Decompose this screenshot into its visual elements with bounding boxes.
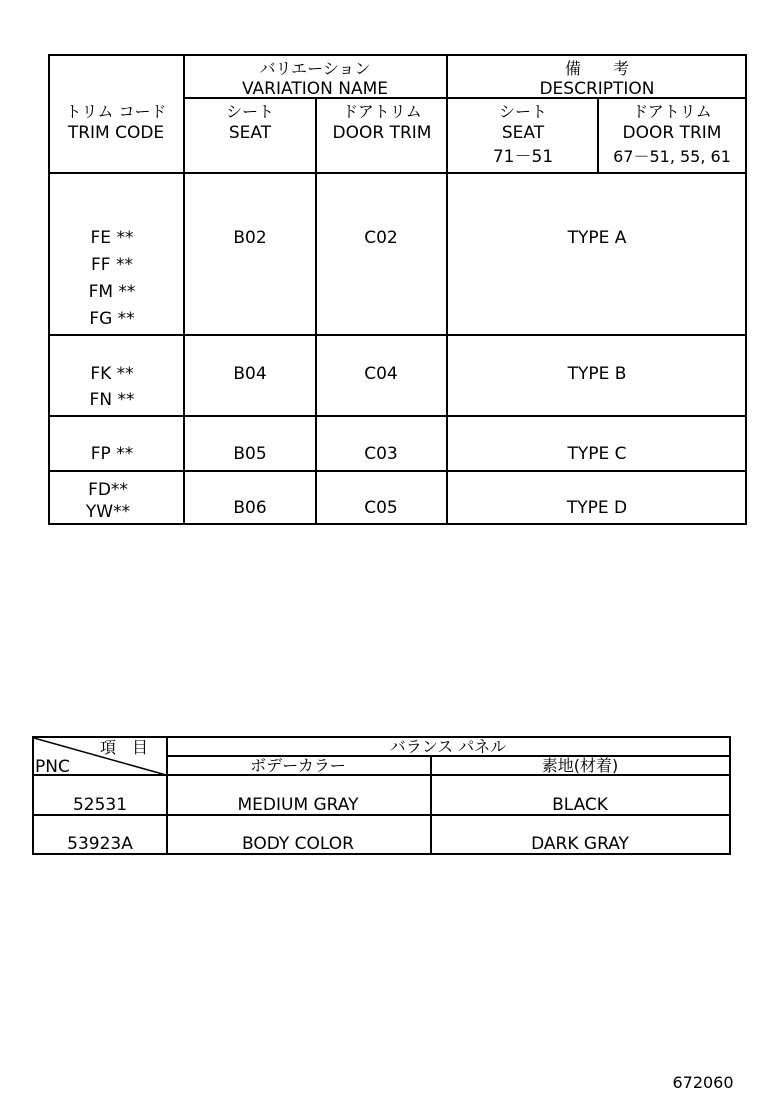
- door-trim-code: C02: [364, 228, 398, 248]
- body-color-header: ボデーカラー: [250, 756, 346, 775]
- seat-code: B05: [233, 444, 267, 464]
- trim-code: FE **: [90, 228, 134, 248]
- seat-code: B04: [233, 364, 267, 384]
- description-header: DESCRIPTION: [539, 79, 655, 99]
- trim-code: FM **: [88, 282, 136, 302]
- trim-code-header: TRIM CODE: [67, 123, 165, 143]
- trim-code: FN **: [89, 390, 135, 410]
- desc-seat-number: 71－51: [492, 147, 554, 167]
- desc-seat-header: SEAT: [501, 123, 545, 143]
- seat-jp: シート: [225, 102, 275, 121]
- material-value: DARK GRAY: [531, 834, 629, 854]
- pnc-label: PNC: [35, 757, 70, 777]
- trim-code: FG **: [89, 309, 135, 329]
- door-trim-header: DOOR TRIM: [332, 123, 432, 143]
- material-header: 素地(材着): [541, 756, 619, 775]
- door-trim-code: C03: [364, 444, 398, 464]
- variation-name-header: VARIATION NAME: [242, 79, 388, 99]
- seat-code: B02: [233, 228, 267, 248]
- trim-code: FK **: [90, 364, 134, 384]
- desc-door-trim-header: DOOR TRIM: [622, 123, 722, 143]
- trim-code: YW**: [85, 502, 131, 522]
- desc-door-trim-number: 67－51, 55, 61: [613, 147, 731, 166]
- door-trim-code: C05: [364, 498, 398, 518]
- door-trim-jp: ドアトリム: [342, 102, 422, 121]
- description-jp: 備 考: [564, 59, 630, 78]
- body-color-value: BODY COLOR: [241, 834, 355, 854]
- balance-panel-header: バランス パネル: [389, 737, 507, 756]
- pnc-value: 52531: [72, 795, 128, 815]
- seat-code: B06: [233, 498, 267, 518]
- desc-door-trim-jp: ドアトリム: [632, 102, 712, 121]
- trim-code: FF **: [91, 255, 133, 275]
- variation-name-jp: バリエーション: [259, 59, 371, 78]
- pnc-value: 53923A: [67, 834, 133, 854]
- type-label: TYPE D: [566, 498, 628, 518]
- desc-seat-jp: シート: [498, 102, 548, 121]
- type-label: TYPE C: [567, 444, 627, 464]
- figure-number: 672060: [672, 1073, 734, 1092]
- type-label: TYPE B: [567, 364, 627, 384]
- material-value: BLACK: [552, 795, 608, 815]
- trim-code: FD**: [88, 480, 128, 500]
- seat-header: SEAT: [228, 123, 272, 143]
- trim-code: FP **: [90, 444, 134, 464]
- type-label: TYPE A: [567, 228, 627, 248]
- trim-code-jp: トリム コード: [65, 102, 167, 121]
- body-color-value: MEDIUM GRAY: [237, 795, 359, 815]
- door-trim-code: C04: [364, 364, 398, 384]
- item-label: 項 目: [100, 738, 149, 757]
